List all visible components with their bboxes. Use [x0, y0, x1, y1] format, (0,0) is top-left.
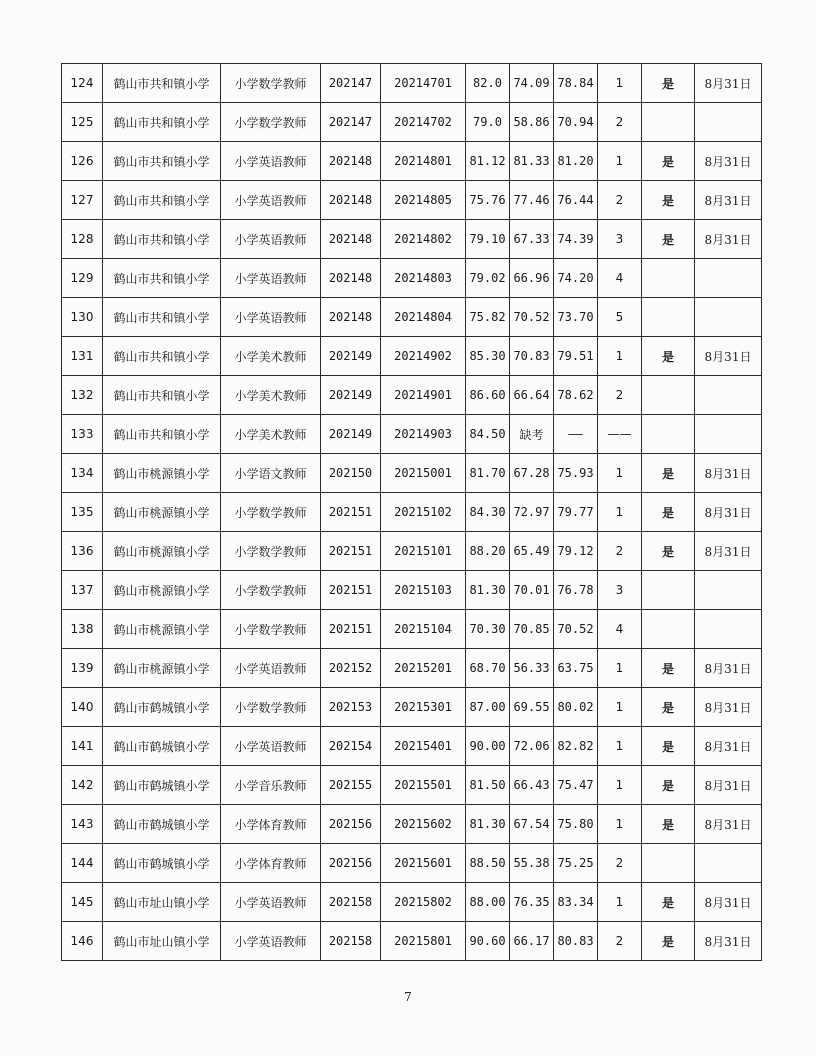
- school-cell: 鹤山市桃源镇小学: [103, 532, 221, 571]
- position-cell: 小学美术教师: [221, 415, 321, 454]
- table-row: [62, 571, 762, 610]
- physical-exam-cell: 是: [642, 337, 695, 376]
- school-cell: 鹤山市鹤城镇小学: [103, 805, 221, 844]
- table-row: [62, 727, 762, 766]
- physical-exam-cell: 是: [642, 220, 695, 259]
- date-cell: 8月31日: [695, 220, 762, 259]
- rank-cell: 1: [598, 649, 642, 688]
- candidate-id-cell: 20215103: [381, 571, 466, 610]
- candidate-id-cell: 20215801: [381, 922, 466, 961]
- candidate-id-cell: 20214805: [381, 181, 466, 220]
- score-b-cell: 66.64: [510, 376, 554, 415]
- score-a-cell: 81.30: [466, 571, 510, 610]
- rank-cell: 1: [598, 142, 642, 181]
- date-cell: 8月31日: [695, 649, 762, 688]
- post-code-cell: 202153: [321, 688, 381, 727]
- school-cell: 鹤山市共和镇小学: [103, 142, 221, 181]
- rank-cell: 4: [598, 610, 642, 649]
- row-index: 140: [62, 688, 103, 727]
- post-code-cell: 202150: [321, 454, 381, 493]
- score-b-cell: 65.49: [510, 532, 554, 571]
- table-row: [62, 883, 762, 922]
- physical-exam-cell: [642, 298, 695, 337]
- position-cell: 小学英语教师: [221, 259, 321, 298]
- post-code-cell: 202148: [321, 220, 381, 259]
- school-cell: 鹤山市共和镇小学: [103, 298, 221, 337]
- position-cell: 小学语文教师: [221, 454, 321, 493]
- position-cell: 小学英语教师: [221, 649, 321, 688]
- candidate-id-cell: 20214903: [381, 415, 466, 454]
- position-cell: 小学美术教师: [221, 337, 321, 376]
- post-code-cell: 202148: [321, 181, 381, 220]
- date-cell: 8月31日: [695, 766, 762, 805]
- score-a-cell: 81.12: [466, 142, 510, 181]
- post-code-cell: 202148: [321, 259, 381, 298]
- date-cell: 8月31日: [695, 688, 762, 727]
- row-index: 145: [62, 883, 103, 922]
- total-score-cell: 81.20: [554, 142, 598, 181]
- rank-cell: 4: [598, 259, 642, 298]
- date-cell: 8月31日: [695, 805, 762, 844]
- date-cell: 8月31日: [695, 454, 762, 493]
- school-cell: 鹤山市鹤城镇小学: [103, 766, 221, 805]
- row-index: 144: [62, 844, 103, 883]
- date-cell: [695, 844, 762, 883]
- score-a-cell: 90.60: [466, 922, 510, 961]
- score-a-cell: 85.30: [466, 337, 510, 376]
- row-index: 143: [62, 805, 103, 844]
- candidate-id-cell: 20215101: [381, 532, 466, 571]
- physical-exam-cell: [642, 376, 695, 415]
- score-b-cell: 56.33: [510, 649, 554, 688]
- date-cell: [695, 610, 762, 649]
- row-index: 131: [62, 337, 103, 376]
- post-code-cell: 202158: [321, 883, 381, 922]
- physical-exam-cell: [642, 415, 695, 454]
- table-row: [62, 142, 762, 181]
- school-cell: 鹤山市桃源镇小学: [103, 610, 221, 649]
- total-score-cell: 79.51: [554, 337, 598, 376]
- table-row: [62, 493, 762, 532]
- score-a-cell: 84.50: [466, 415, 510, 454]
- total-score-cell: 75.47: [554, 766, 598, 805]
- score-b-cell: 77.46: [510, 181, 554, 220]
- rank-cell: 2: [598, 922, 642, 961]
- physical-exam-cell: 是: [642, 649, 695, 688]
- position-cell: 小学体育教师: [221, 805, 321, 844]
- physical-exam-cell: [642, 571, 695, 610]
- date-cell: 8月31日: [695, 883, 762, 922]
- results-table: [61, 63, 762, 961]
- candidate-id-cell: 20215401: [381, 727, 466, 766]
- candidate-id-cell: 20215104: [381, 610, 466, 649]
- row-index: 125: [62, 103, 103, 142]
- post-code-cell: 202152: [321, 649, 381, 688]
- physical-exam-cell: 是: [642, 64, 695, 103]
- physical-exam-cell: 是: [642, 493, 695, 532]
- row-index: 137: [62, 571, 103, 610]
- total-score-cell: 78.84: [554, 64, 598, 103]
- position-cell: 小学数学教师: [221, 610, 321, 649]
- row-index: 130: [62, 298, 103, 337]
- row-index: 141: [62, 727, 103, 766]
- date-cell: 8月31日: [695, 532, 762, 571]
- position-cell: 小学英语教师: [221, 298, 321, 337]
- candidate-id-cell: 20215001: [381, 454, 466, 493]
- position-cell: 小学英语教师: [221, 181, 321, 220]
- position-cell: 小学数学教师: [221, 532, 321, 571]
- row-index: 133: [62, 415, 103, 454]
- total-score-cell: 78.62: [554, 376, 598, 415]
- total-score-cell: 80.83: [554, 922, 598, 961]
- post-code-cell: 202158: [321, 922, 381, 961]
- candidate-id-cell: 20214702: [381, 103, 466, 142]
- score-a-cell: 79.02: [466, 259, 510, 298]
- row-index: 134: [62, 454, 103, 493]
- candidate-id-cell: 20215201: [381, 649, 466, 688]
- post-code-cell: 202147: [321, 103, 381, 142]
- score-b-cell: 70.83: [510, 337, 554, 376]
- candidate-id-cell: 20214801: [381, 142, 466, 181]
- rank-cell: 2: [598, 844, 642, 883]
- rank-cell: 1: [598, 337, 642, 376]
- date-cell: 8月31日: [695, 493, 762, 532]
- date-cell: 8月31日: [695, 727, 762, 766]
- school-cell: 鹤山市址山镇小学: [103, 922, 221, 961]
- table-row: [62, 259, 762, 298]
- total-score-cell: 79.12: [554, 532, 598, 571]
- date-cell: 8月31日: [695, 142, 762, 181]
- row-index: 146: [62, 922, 103, 961]
- table-row: [62, 844, 762, 883]
- position-cell: 小学英语教师: [221, 883, 321, 922]
- candidate-id-cell: 20215501: [381, 766, 466, 805]
- physical-exam-cell: [642, 610, 695, 649]
- score-b-cell: 67.54: [510, 805, 554, 844]
- row-index: 135: [62, 493, 103, 532]
- rank-cell: 1: [598, 883, 642, 922]
- table-row: [62, 532, 762, 571]
- school-cell: 鹤山市址山镇小学: [103, 883, 221, 922]
- candidate-id-cell: 20214901: [381, 376, 466, 415]
- school-cell: 鹤山市鹤城镇小学: [103, 844, 221, 883]
- post-code-cell: 202151: [321, 571, 381, 610]
- school-cell: 鹤山市桃源镇小学: [103, 571, 221, 610]
- date-cell: [695, 415, 762, 454]
- score-b-cell: 55.38: [510, 844, 554, 883]
- score-b-cell: 81.33: [510, 142, 554, 181]
- page-number: 7: [404, 990, 412, 1004]
- score-b-cell: 67.33: [510, 220, 554, 259]
- post-code-cell: 202151: [321, 493, 381, 532]
- score-b-cell: 70.85: [510, 610, 554, 649]
- physical-exam-cell: 是: [642, 766, 695, 805]
- score-b-cell: 缺考: [510, 415, 554, 454]
- score-a-cell: 75.82: [466, 298, 510, 337]
- table-row: [62, 454, 762, 493]
- total-score-cell: 83.34: [554, 883, 598, 922]
- total-score-cell: 73.70: [554, 298, 598, 337]
- post-code-cell: 202151: [321, 610, 381, 649]
- total-score-cell: 76.44: [554, 181, 598, 220]
- row-index: 128: [62, 220, 103, 259]
- position-cell: 小学英语教师: [221, 142, 321, 181]
- rank-cell: 1: [598, 493, 642, 532]
- school-cell: 鹤山市共和镇小学: [103, 181, 221, 220]
- date-cell: [695, 103, 762, 142]
- rank-cell: 1: [598, 805, 642, 844]
- rank-cell: 2: [598, 532, 642, 571]
- score-a-cell: 68.70: [466, 649, 510, 688]
- total-score-cell: 70.52: [554, 610, 598, 649]
- physical-exam-cell: [642, 259, 695, 298]
- rank-cell: 2: [598, 103, 642, 142]
- post-code-cell: 202156: [321, 844, 381, 883]
- score-b-cell: 66.43: [510, 766, 554, 805]
- physical-exam-cell: 是: [642, 142, 695, 181]
- physical-exam-cell: 是: [642, 922, 695, 961]
- rank-cell: 1: [598, 766, 642, 805]
- candidate-id-cell: 20214804: [381, 298, 466, 337]
- table-row: [62, 376, 762, 415]
- position-cell: 小学数学教师: [221, 571, 321, 610]
- table-row: [62, 805, 762, 844]
- rank-cell: 2: [598, 181, 642, 220]
- post-code-cell: 202155: [321, 766, 381, 805]
- row-index: 132: [62, 376, 103, 415]
- row-index: 136: [62, 532, 103, 571]
- position-cell: 小学英语教师: [221, 727, 321, 766]
- candidate-id-cell: 20214802: [381, 220, 466, 259]
- table-row: [62, 415, 762, 454]
- total-score-cell: 80.02: [554, 688, 598, 727]
- candidate-id-cell: 20214902: [381, 337, 466, 376]
- candidate-id-cell: 20215601: [381, 844, 466, 883]
- date-cell: [695, 376, 762, 415]
- table-row: [62, 64, 762, 103]
- position-cell: 小学美术教师: [221, 376, 321, 415]
- score-a-cell: 84.30: [466, 493, 510, 532]
- post-code-cell: 202151: [321, 532, 381, 571]
- score-b-cell: 66.17: [510, 922, 554, 961]
- position-cell: 小学数学教师: [221, 103, 321, 142]
- rank-cell: 1: [598, 454, 642, 493]
- candidate-id-cell: 20214701: [381, 64, 466, 103]
- table-row: [62, 649, 762, 688]
- table-row: [62, 103, 762, 142]
- score-b-cell: 70.01: [510, 571, 554, 610]
- score-b-cell: 72.06: [510, 727, 554, 766]
- score-a-cell: 70.30: [466, 610, 510, 649]
- score-a-cell: 79.0: [466, 103, 510, 142]
- row-index: 127: [62, 181, 103, 220]
- total-score-cell: 82.82: [554, 727, 598, 766]
- physical-exam-cell: 是: [642, 454, 695, 493]
- score-a-cell: 81.50: [466, 766, 510, 805]
- row-index: 139: [62, 649, 103, 688]
- score-b-cell: 58.86: [510, 103, 554, 142]
- table-row: [62, 688, 762, 727]
- table-row: [62, 337, 762, 376]
- score-a-cell: 79.10: [466, 220, 510, 259]
- physical-exam-cell: 是: [642, 805, 695, 844]
- school-cell: 鹤山市鹤城镇小学: [103, 727, 221, 766]
- position-cell: 小学数学教师: [221, 493, 321, 532]
- rank-cell: 2: [598, 376, 642, 415]
- date-cell: 8月31日: [695, 922, 762, 961]
- score-b-cell: 76.35: [510, 883, 554, 922]
- school-cell: 鹤山市共和镇小学: [103, 220, 221, 259]
- row-index: 124: [62, 64, 103, 103]
- post-code-cell: 202148: [321, 298, 381, 337]
- score-a-cell: 88.20: [466, 532, 510, 571]
- post-code-cell: 202154: [321, 727, 381, 766]
- school-cell: 鹤山市共和镇小学: [103, 415, 221, 454]
- total-score-cell: 75.25: [554, 844, 598, 883]
- total-score-cell: 63.75: [554, 649, 598, 688]
- position-cell: 小学英语教师: [221, 220, 321, 259]
- total-score-cell: 75.80: [554, 805, 598, 844]
- candidate-id-cell: 20215602: [381, 805, 466, 844]
- date-cell: [695, 298, 762, 337]
- score-b-cell: 72.97: [510, 493, 554, 532]
- rank-cell: 3: [598, 220, 642, 259]
- score-a-cell: 81.70: [466, 454, 510, 493]
- school-cell: 鹤山市桃源镇小学: [103, 649, 221, 688]
- total-score-cell: 76.78: [554, 571, 598, 610]
- row-index: 129: [62, 259, 103, 298]
- rank-cell: 3: [598, 571, 642, 610]
- score-a-cell: 88.50: [466, 844, 510, 883]
- row-index: 138: [62, 610, 103, 649]
- score-a-cell: 75.76: [466, 181, 510, 220]
- score-a-cell: 86.60: [466, 376, 510, 415]
- date-cell: [695, 571, 762, 610]
- row-index: 126: [62, 142, 103, 181]
- candidate-id-cell: 20215802: [381, 883, 466, 922]
- total-score-cell: ——: [554, 415, 598, 454]
- rank-cell: 1: [598, 727, 642, 766]
- post-code-cell: 202156: [321, 805, 381, 844]
- score-a-cell: 82.0: [466, 64, 510, 103]
- position-cell: 小学英语教师: [221, 922, 321, 961]
- table-row: [62, 766, 762, 805]
- position-cell: 小学音乐教师: [221, 766, 321, 805]
- candidate-id-cell: 20214803: [381, 259, 466, 298]
- rank-cell: 1: [598, 688, 642, 727]
- physical-exam-cell: 是: [642, 688, 695, 727]
- school-cell: 鹤山市桃源镇小学: [103, 454, 221, 493]
- physical-exam-cell: 是: [642, 532, 695, 571]
- candidate-id-cell: 20215301: [381, 688, 466, 727]
- candidate-id-cell: 20215102: [381, 493, 466, 532]
- school-cell: 鹤山市桃源镇小学: [103, 493, 221, 532]
- physical-exam-cell: 是: [642, 727, 695, 766]
- school-cell: 鹤山市共和镇小学: [103, 64, 221, 103]
- table-row: [62, 181, 762, 220]
- school-cell: 鹤山市共和镇小学: [103, 376, 221, 415]
- date-cell: 8月31日: [695, 181, 762, 220]
- rank-cell: ——: [598, 415, 642, 454]
- rank-cell: 1: [598, 64, 642, 103]
- score-a-cell: 88.00: [466, 883, 510, 922]
- physical-exam-cell: [642, 844, 695, 883]
- score-b-cell: 74.09: [510, 64, 554, 103]
- row-index: 142: [62, 766, 103, 805]
- position-cell: 小学数学教师: [221, 688, 321, 727]
- date-cell: 8月31日: [695, 337, 762, 376]
- date-cell: [695, 259, 762, 298]
- physical-exam-cell: [642, 103, 695, 142]
- rank-cell: 5: [598, 298, 642, 337]
- school-cell: 鹤山市共和镇小学: [103, 337, 221, 376]
- table-row: [62, 298, 762, 337]
- school-cell: 鹤山市共和镇小学: [103, 103, 221, 142]
- post-code-cell: 202148: [321, 142, 381, 181]
- score-a-cell: 90.00: [466, 727, 510, 766]
- physical-exam-cell: 是: [642, 883, 695, 922]
- table-row: [62, 610, 762, 649]
- table-row: [62, 220, 762, 259]
- post-code-cell: 202149: [321, 376, 381, 415]
- score-b-cell: 67.28: [510, 454, 554, 493]
- table-row: [62, 922, 762, 961]
- school-cell: 鹤山市共和镇小学: [103, 259, 221, 298]
- position-cell: 小学体育教师: [221, 844, 321, 883]
- position-cell: 小学数学教师: [221, 64, 321, 103]
- date-cell: 8月31日: [695, 64, 762, 103]
- post-code-cell: 202149: [321, 337, 381, 376]
- total-score-cell: 75.93: [554, 454, 598, 493]
- total-score-cell: 79.77: [554, 493, 598, 532]
- post-code-cell: 202147: [321, 64, 381, 103]
- score-a-cell: 81.30: [466, 805, 510, 844]
- total-score-cell: 70.94: [554, 103, 598, 142]
- total-score-cell: 74.39: [554, 220, 598, 259]
- score-b-cell: 69.55: [510, 688, 554, 727]
- physical-exam-cell: 是: [642, 181, 695, 220]
- score-b-cell: 70.52: [510, 298, 554, 337]
- score-b-cell: 66.96: [510, 259, 554, 298]
- results-table-body: [62, 64, 762, 961]
- total-score-cell: 74.20: [554, 259, 598, 298]
- school-cell: 鹤山市鹤城镇小学: [103, 688, 221, 727]
- post-code-cell: 202149: [321, 415, 381, 454]
- score-a-cell: 87.00: [466, 688, 510, 727]
